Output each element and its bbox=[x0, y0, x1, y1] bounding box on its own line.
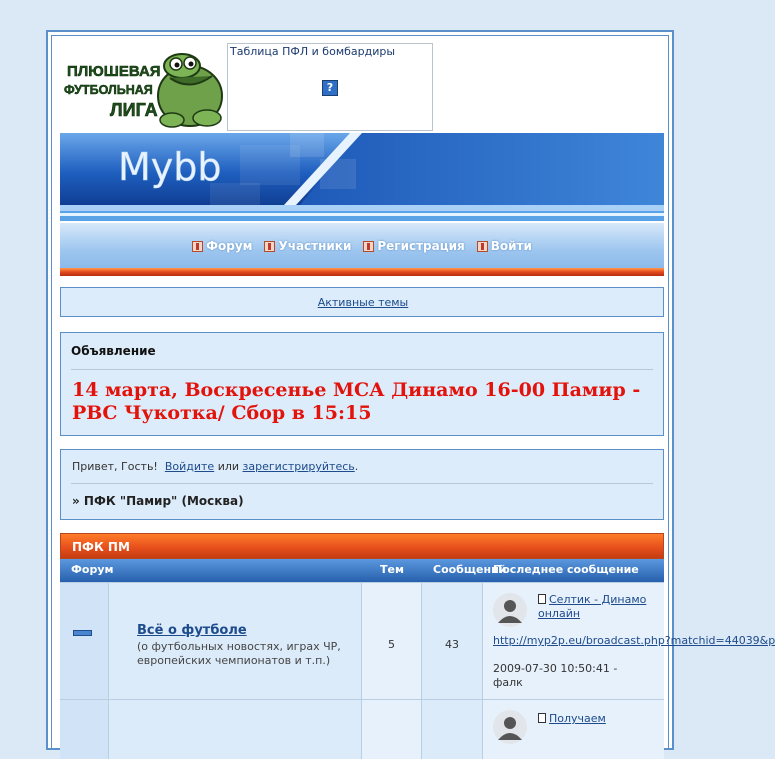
nav-register[interactable]: Регистрация bbox=[363, 239, 464, 253]
table-row bbox=[60, 699, 664, 759]
banner-brand-text: Mybb bbox=[118, 145, 222, 189]
nav-bullet-icon bbox=[192, 241, 203, 252]
forum-description: (о футбольных новостях, играх ЧР, европейских чемпионатов и т.п.) bbox=[137, 640, 341, 667]
breadcrumb: » ПФК "Памир" (Москва) bbox=[72, 494, 244, 508]
welcome-box bbox=[60, 449, 664, 520]
forum-title-link[interactable]: Всё о футболе bbox=[137, 623, 247, 638]
svg-text:ЛИГА: ЛИГА bbox=[110, 100, 158, 120]
widget-title: Таблица ПФЛ и бомбардиры bbox=[230, 45, 396, 58]
last-post-link[interactable]: Получаем bbox=[549, 712, 606, 725]
nav-bullet-icon bbox=[363, 241, 374, 252]
svg-text:ПЛЮШЕВАЯ: ПЛЮШЕВАЯ bbox=[67, 63, 161, 80]
nav-forum[interactable]: Форум bbox=[192, 239, 252, 253]
forum-posts-count: 43 bbox=[445, 638, 459, 651]
nav-bullet-icon bbox=[264, 241, 275, 252]
document-icon bbox=[538, 713, 546, 723]
login-link[interactable]: Войдите bbox=[164, 460, 215, 473]
column-topics: Тем bbox=[380, 563, 404, 576]
column-last-post: Последнее сообщение bbox=[493, 563, 639, 576]
forum-table-header bbox=[60, 559, 664, 582]
banner bbox=[60, 133, 664, 221]
category-title: ПФК ПМ bbox=[72, 540, 130, 554]
greeting-text: Привет, Гость! bbox=[72, 460, 158, 473]
nav-login[interactable]: Войти bbox=[477, 239, 532, 253]
last-post-link[interactable]: Селтик - Динамо онлайн bbox=[538, 593, 647, 620]
table-row bbox=[60, 582, 775, 699]
nav-bullet-icon bbox=[477, 241, 488, 252]
column-posts: Сообщений bbox=[433, 563, 507, 576]
site-logo[interactable] bbox=[62, 46, 228, 132]
forum-topics-count: 5 bbox=[388, 638, 395, 651]
last-post-cell bbox=[483, 700, 664, 759]
announcement-divider bbox=[71, 369, 653, 370]
announcement-text: 14 марта, Воскресенье МСА Динамо 16-00 Памир - РВС Чукотка/ Сбор в 15:15 bbox=[72, 379, 641, 424]
active-topics-box bbox=[60, 287, 664, 317]
document-icon bbox=[538, 594, 546, 604]
nav-members[interactable]: Участники bbox=[264, 239, 351, 253]
main-nav bbox=[60, 223, 664, 269]
last-post-date: 2009-07-30 10:50:41 - bbox=[493, 662, 618, 675]
category-header bbox=[60, 533, 664, 559]
welcome-divider bbox=[71, 483, 653, 484]
greeting-or: или bbox=[217, 460, 240, 473]
announcement-box bbox=[60, 332, 664, 436]
active-topics-link[interactable]: Активные темы bbox=[317, 296, 409, 309]
nav-divider bbox=[60, 268, 664, 276]
register-link[interactable]: зарегистрируйтесь bbox=[242, 460, 355, 473]
frog-mascot-icon bbox=[158, 54, 222, 127]
last-post-author: фалк bbox=[493, 676, 523, 689]
svg-text:ФУТБОЛЬНАЯ: ФУТБОЛЬНАЯ bbox=[64, 83, 153, 97]
column-forum: Форум bbox=[71, 563, 114, 576]
league-table-widget bbox=[227, 43, 433, 131]
avatar bbox=[493, 593, 527, 627]
greeting-line: Привет, Гость! Войдите или зарегистрируйтесь. bbox=[72, 460, 359, 473]
last-post-cell bbox=[483, 583, 775, 699]
page-inner-frame bbox=[51, 35, 775, 748]
avatar bbox=[493, 710, 527, 744]
missing-plugin-icon[interactable]: ? bbox=[322, 80, 338, 96]
forum-status-icon bbox=[73, 630, 92, 636]
page-frame bbox=[46, 30, 775, 750]
last-post-url[interactable]: http://myp2p.eu/broadcast.php?matchid=44039&p bbox=[493, 634, 775, 647]
announcement-title: Объявление bbox=[71, 344, 156, 358]
